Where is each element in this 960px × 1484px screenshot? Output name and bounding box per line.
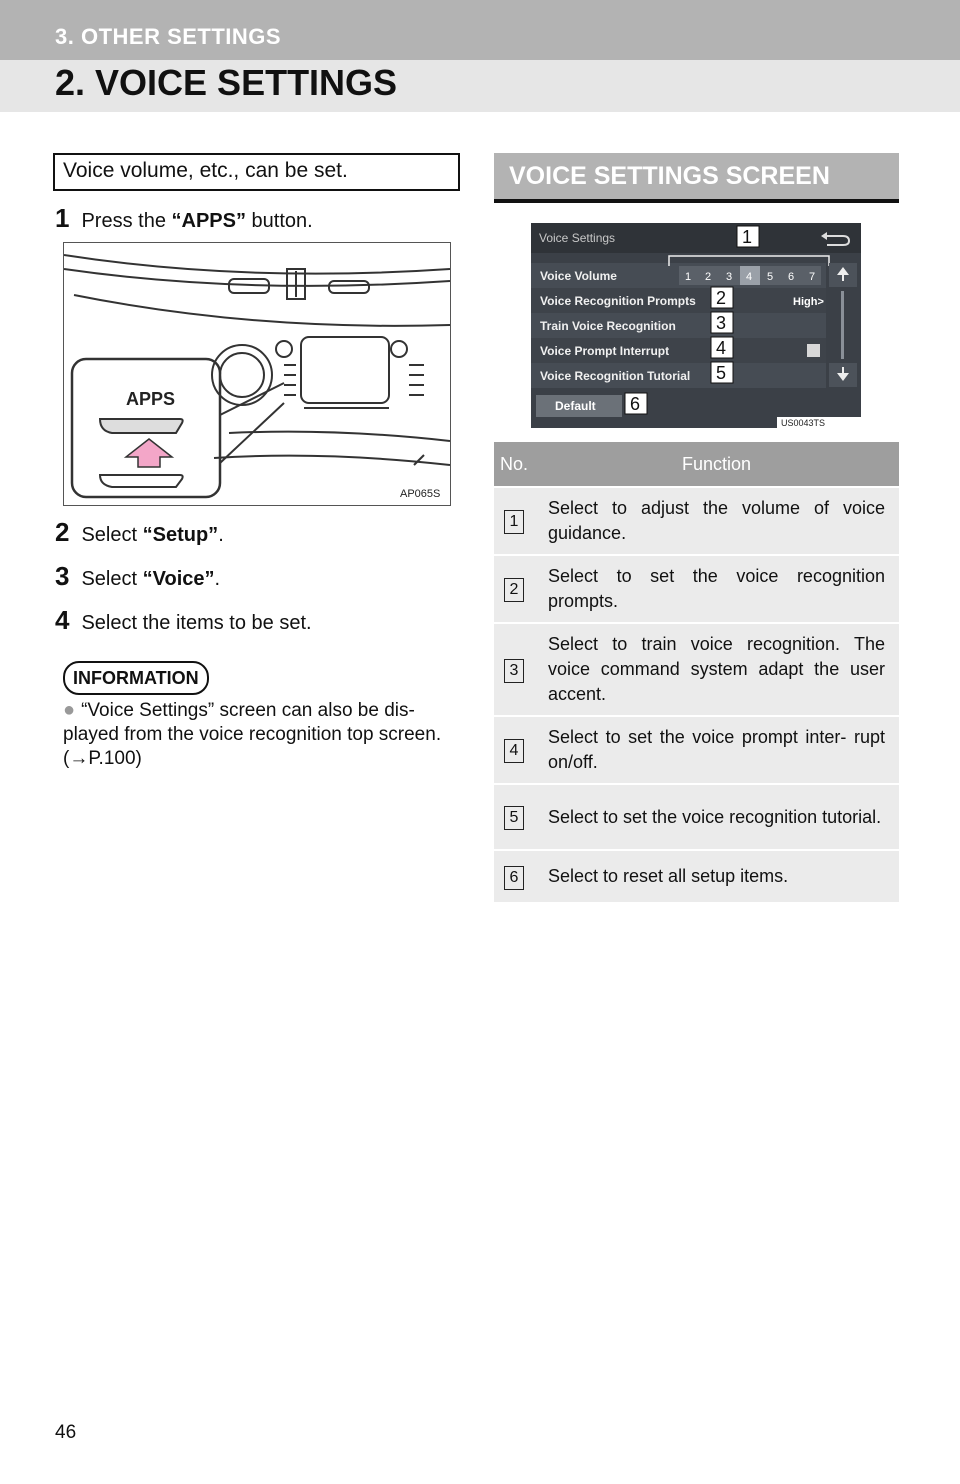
screen-title: Voice Settings: [539, 231, 616, 245]
callout-5: 5: [716, 363, 727, 383]
default-button[interactable]: [536, 395, 622, 417]
step-1: 1 Press the “APPS” button.: [55, 203, 313, 233]
interrupt-checkbox[interactable]: [807, 344, 820, 357]
step-3: 3 Select “Voice”.: [55, 561, 221, 591]
callout-3: 3: [716, 313, 727, 333]
volume-level-7[interactable]: 7: [809, 271, 816, 283]
row-function: Select to set the voice recognition prompts.: [534, 555, 899, 623]
volume-level-6[interactable]: 6: [788, 271, 795, 283]
bullet-icon: ●: [63, 699, 76, 721]
row-number: 4: [504, 739, 524, 763]
prompts-value: High>: [793, 296, 824, 308]
table-header-no: No.: [494, 442, 534, 487]
section-label: 3. OTHER SETTINGS: [55, 24, 282, 49]
figure-code: AP065S: [400, 488, 441, 500]
volume-level-5[interactable]: 5: [767, 271, 774, 283]
svg-text:Default: Default: [555, 399, 596, 413]
table-row: [494, 487, 899, 555]
scroll-up-icon[interactable]: [829, 263, 857, 287]
apps-button-illustration: [63, 242, 451, 506]
callout-6: 6: [630, 394, 641, 414]
screen-row-train-recognition[interactable]: Train Voice Recognition: [540, 319, 676, 333]
row-number: 5: [504, 806, 524, 830]
volume-level-2[interactable]: 2: [705, 271, 712, 283]
table-row: [494, 850, 899, 902]
row-number: 6: [504, 866, 524, 890]
callout-2: 2: [716, 288, 727, 308]
row-function: Select to adjust the volume of voice guidance.: [534, 487, 899, 555]
volume-level-3[interactable]: 3: [726, 271, 733, 283]
volume-level-4[interactable]: 4: [746, 271, 753, 283]
table-header-row: [494, 442, 899, 487]
row-function: Select to set the voice prompt inter- rupt on/off.: [534, 716, 899, 784]
function-table: [494, 442, 899, 902]
row-function: Select to train voice recognition. The voice command system adapt the user accent.: [534, 623, 899, 716]
row-number: 2: [504, 578, 524, 602]
intro-text: Voice volume, etc., can be set.: [63, 159, 348, 182]
volume-level-1[interactable]: 1: [685, 271, 692, 283]
scroll-down-icon[interactable]: [829, 363, 857, 387]
row-function: Select to set the voice recognition tutorial.: [534, 784, 899, 850]
table-row: [494, 555, 899, 623]
apps-label: APPS: [126, 389, 176, 409]
screen-section-header: [494, 153, 899, 203]
screen-row-prompt-interrupt[interactable]: Voice Prompt Interrupt: [540, 344, 670, 358]
callout-4: 4: [716, 338, 727, 358]
information-badge: INFORMATION: [63, 661, 209, 695]
intro-box: [53, 153, 460, 191]
information-text: ● “Voice Settings” screen can also be dis- played from the voice recognition top screen. (→P.100): [63, 699, 442, 769]
table-header-function: Function: [534, 442, 899, 487]
step-2: 2 Select “Setup”.: [55, 517, 224, 547]
voice-settings-screen: [531, 223, 861, 428]
screen-section-title: VOICE SETTINGS SCREEN: [509, 162, 830, 190]
callout-1: 1: [742, 227, 753, 247]
screen-code: US0043TS: [781, 418, 826, 428]
row-number: 3: [504, 659, 524, 683]
screen-row-recognition-tutorial[interactable]: Voice Recognition Tutorial: [540, 369, 691, 383]
step-4: 4 Select the items to be set.: [55, 605, 312, 635]
volume-level-selector[interactable]: [679, 266, 821, 285]
row-number: 1: [504, 510, 524, 534]
row-function: Select to reset all setup items.: [534, 850, 899, 902]
page-number: 46: [55, 1422, 77, 1443]
scrollbar[interactable]: [841, 291, 844, 359]
table-row: [494, 623, 899, 716]
table-row: [494, 784, 899, 850]
table-row: [494, 716, 899, 784]
page-title: 2. VOICE SETTINGS: [55, 62, 398, 103]
screen-row-recognition-prompts[interactable]: Voice Recognition Prompts: [540, 294, 696, 308]
screen-row-voice-volume[interactable]: Voice Volume: [540, 269, 617, 283]
